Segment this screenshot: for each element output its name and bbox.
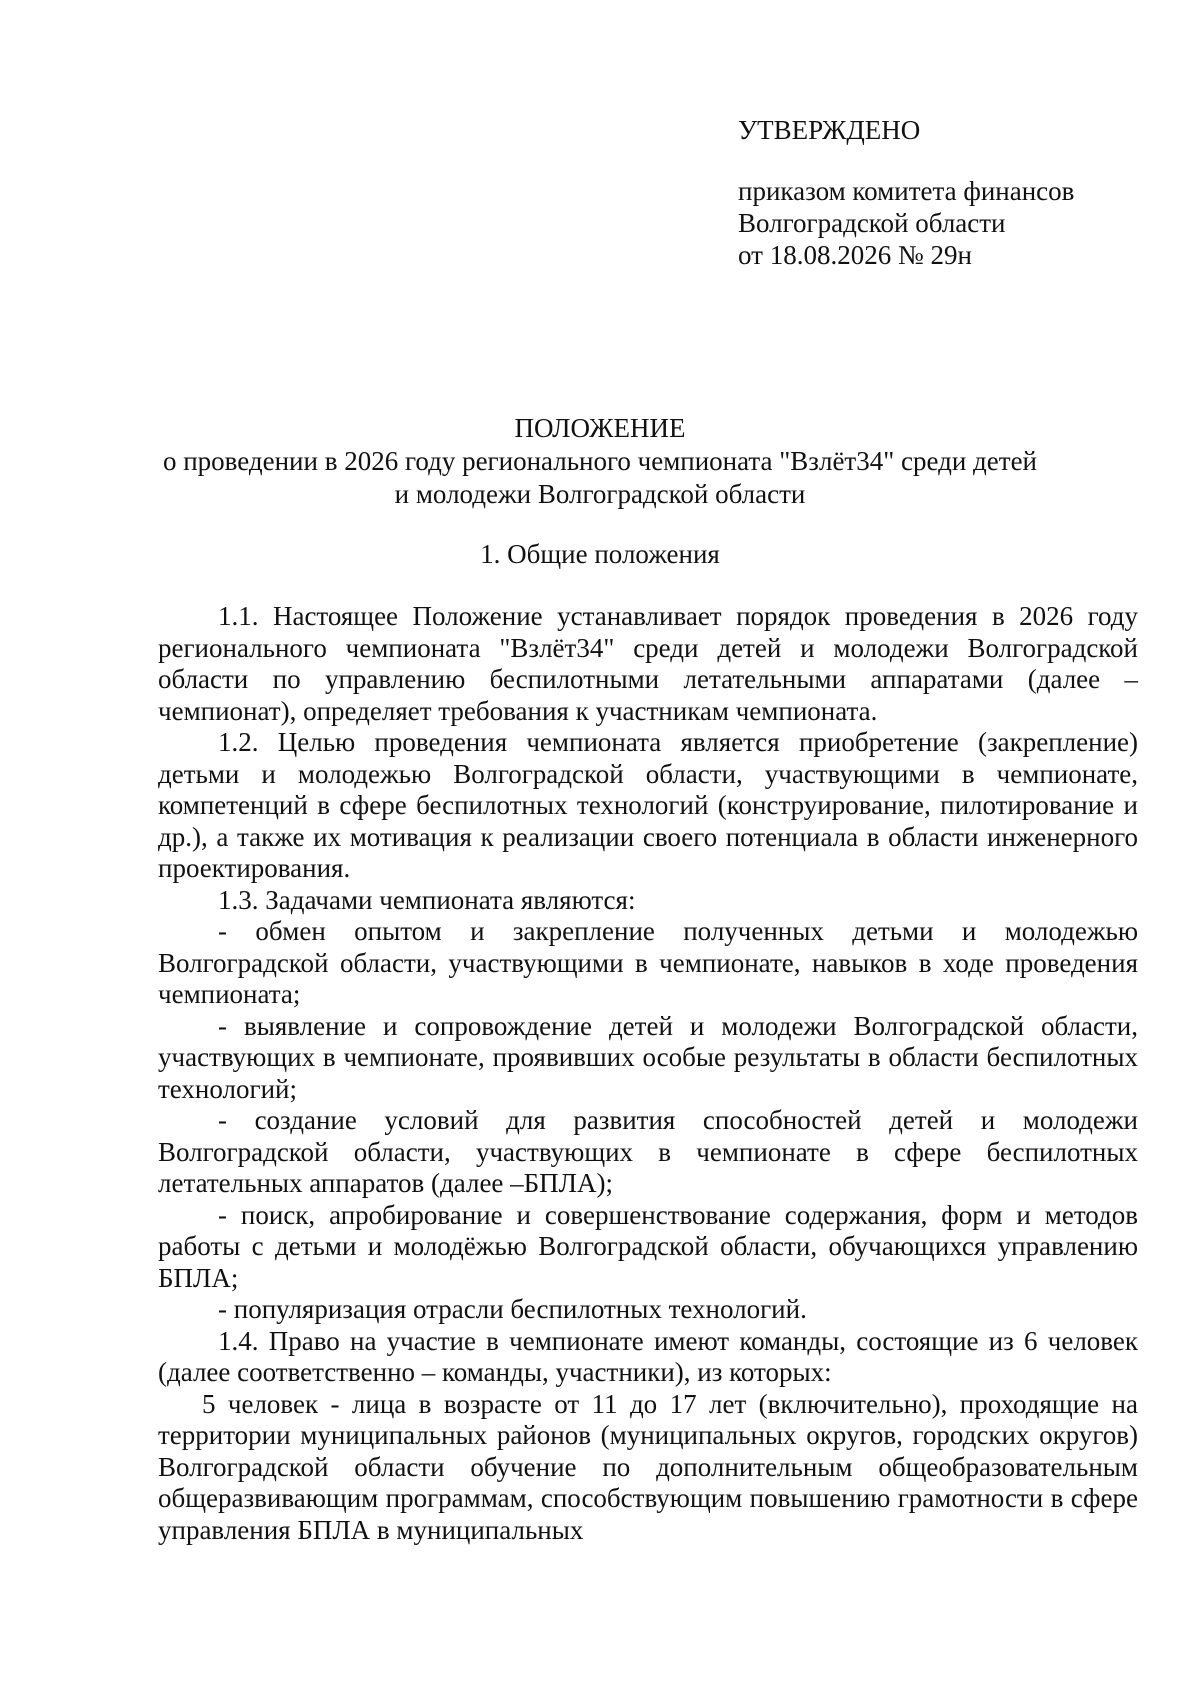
paragraph-1-2: 1.2. Целью проведения чемпионата является приобретение (закрепление) детьми и молодежью Волгоградской области, участвующими в чемпионате, компетенций в сфере беспилотных технологий (конструирование, пилотирование и др.), а также их мотивация к реализации своего потенциала в области инженерного проектирования. — [158, 727, 1138, 883]
paragraph-1-3: 1.3. Задачами чемпионата являются: — [218, 884, 636, 915]
document-subtitle: о проведении в 2026 году регионального чемпионата "Взлёт34" среди детей и молодежи Волгоградской области — [162, 446, 1038, 509]
section-heading: 1. Общие положения — [480, 539, 720, 569]
task-item-conditions: - создание условий для развития способностей детей и молодежи Волгоградской области, участвующих в чемпионате в сфере беспилотных летательных аппаратов (далее –БПЛА); — [158, 1105, 1138, 1198]
approval-block — [738, 114, 1158, 271]
paragraph-1-4: 1.4. Право на участие в чемпионате имеют команды, состоящие из 6 человек (далее соответственно – команды, участники), из которых: — [158, 1325, 1138, 1387]
paragraph-1-1: 1.1. Настоящее Положение устанавливает порядок проведения в 2026 году регионального чемпионата "Взлёт34" среди детей и молодежи Волгоградской области по управлению беспилотными летательными аппаратами (далее – чемпионат), определяет требования к участникам чемпионата. — [158, 601, 1138, 726]
task-item-search: - поиск, апробирование и совершенствование содержания, форм и методов работы с детьми и молодёжью Волгоградской области, обучающихся управлению БПЛА; — [158, 1199, 1138, 1293]
task-item-identification: - выявление и сопровождение детей и молодежи Волгоградской области, участвующих в чемпионате, проявивших особые результаты в области беспилотных технологий; — [158, 1010, 1138, 1104]
task-item-popularization: - популяризация отрасли беспилотных технологий. — [218, 1294, 807, 1324]
document-title-block — [0, 412, 1200, 511]
approval-line-region: Волгоградской области — [738, 208, 1006, 238]
document-title: ПОЛОЖЕНИЕ — [514, 413, 686, 443]
task-item-exchange: - обмен опытом и закрепление полученных детьми и молодежью Волгоградской области, участвующими в чемпионате, навыков в ходе проведения чемпионата; — [158, 916, 1138, 1009]
approval-line-date-number: от 18.08.2026 № 29н — [738, 240, 972, 270]
document-body — [158, 601, 1138, 1546]
approval-line-order: приказом комитета финансов — [738, 176, 1075, 206]
participants-paragraph: 5 человек - лица в возрасте от 11 до 17 лет (включительно), проходящие на территории муниципальных районов (муниципальных округов, городских округов) Волгоградской области обучение по дополнительным общеобразовательным общеразвивающим программам, способствующим повышению грамотности в сфере управления БПЛА в муниципальных — [158, 1388, 1138, 1545]
approval-heading: УТВЕРЖДЕНО — [738, 115, 921, 145]
